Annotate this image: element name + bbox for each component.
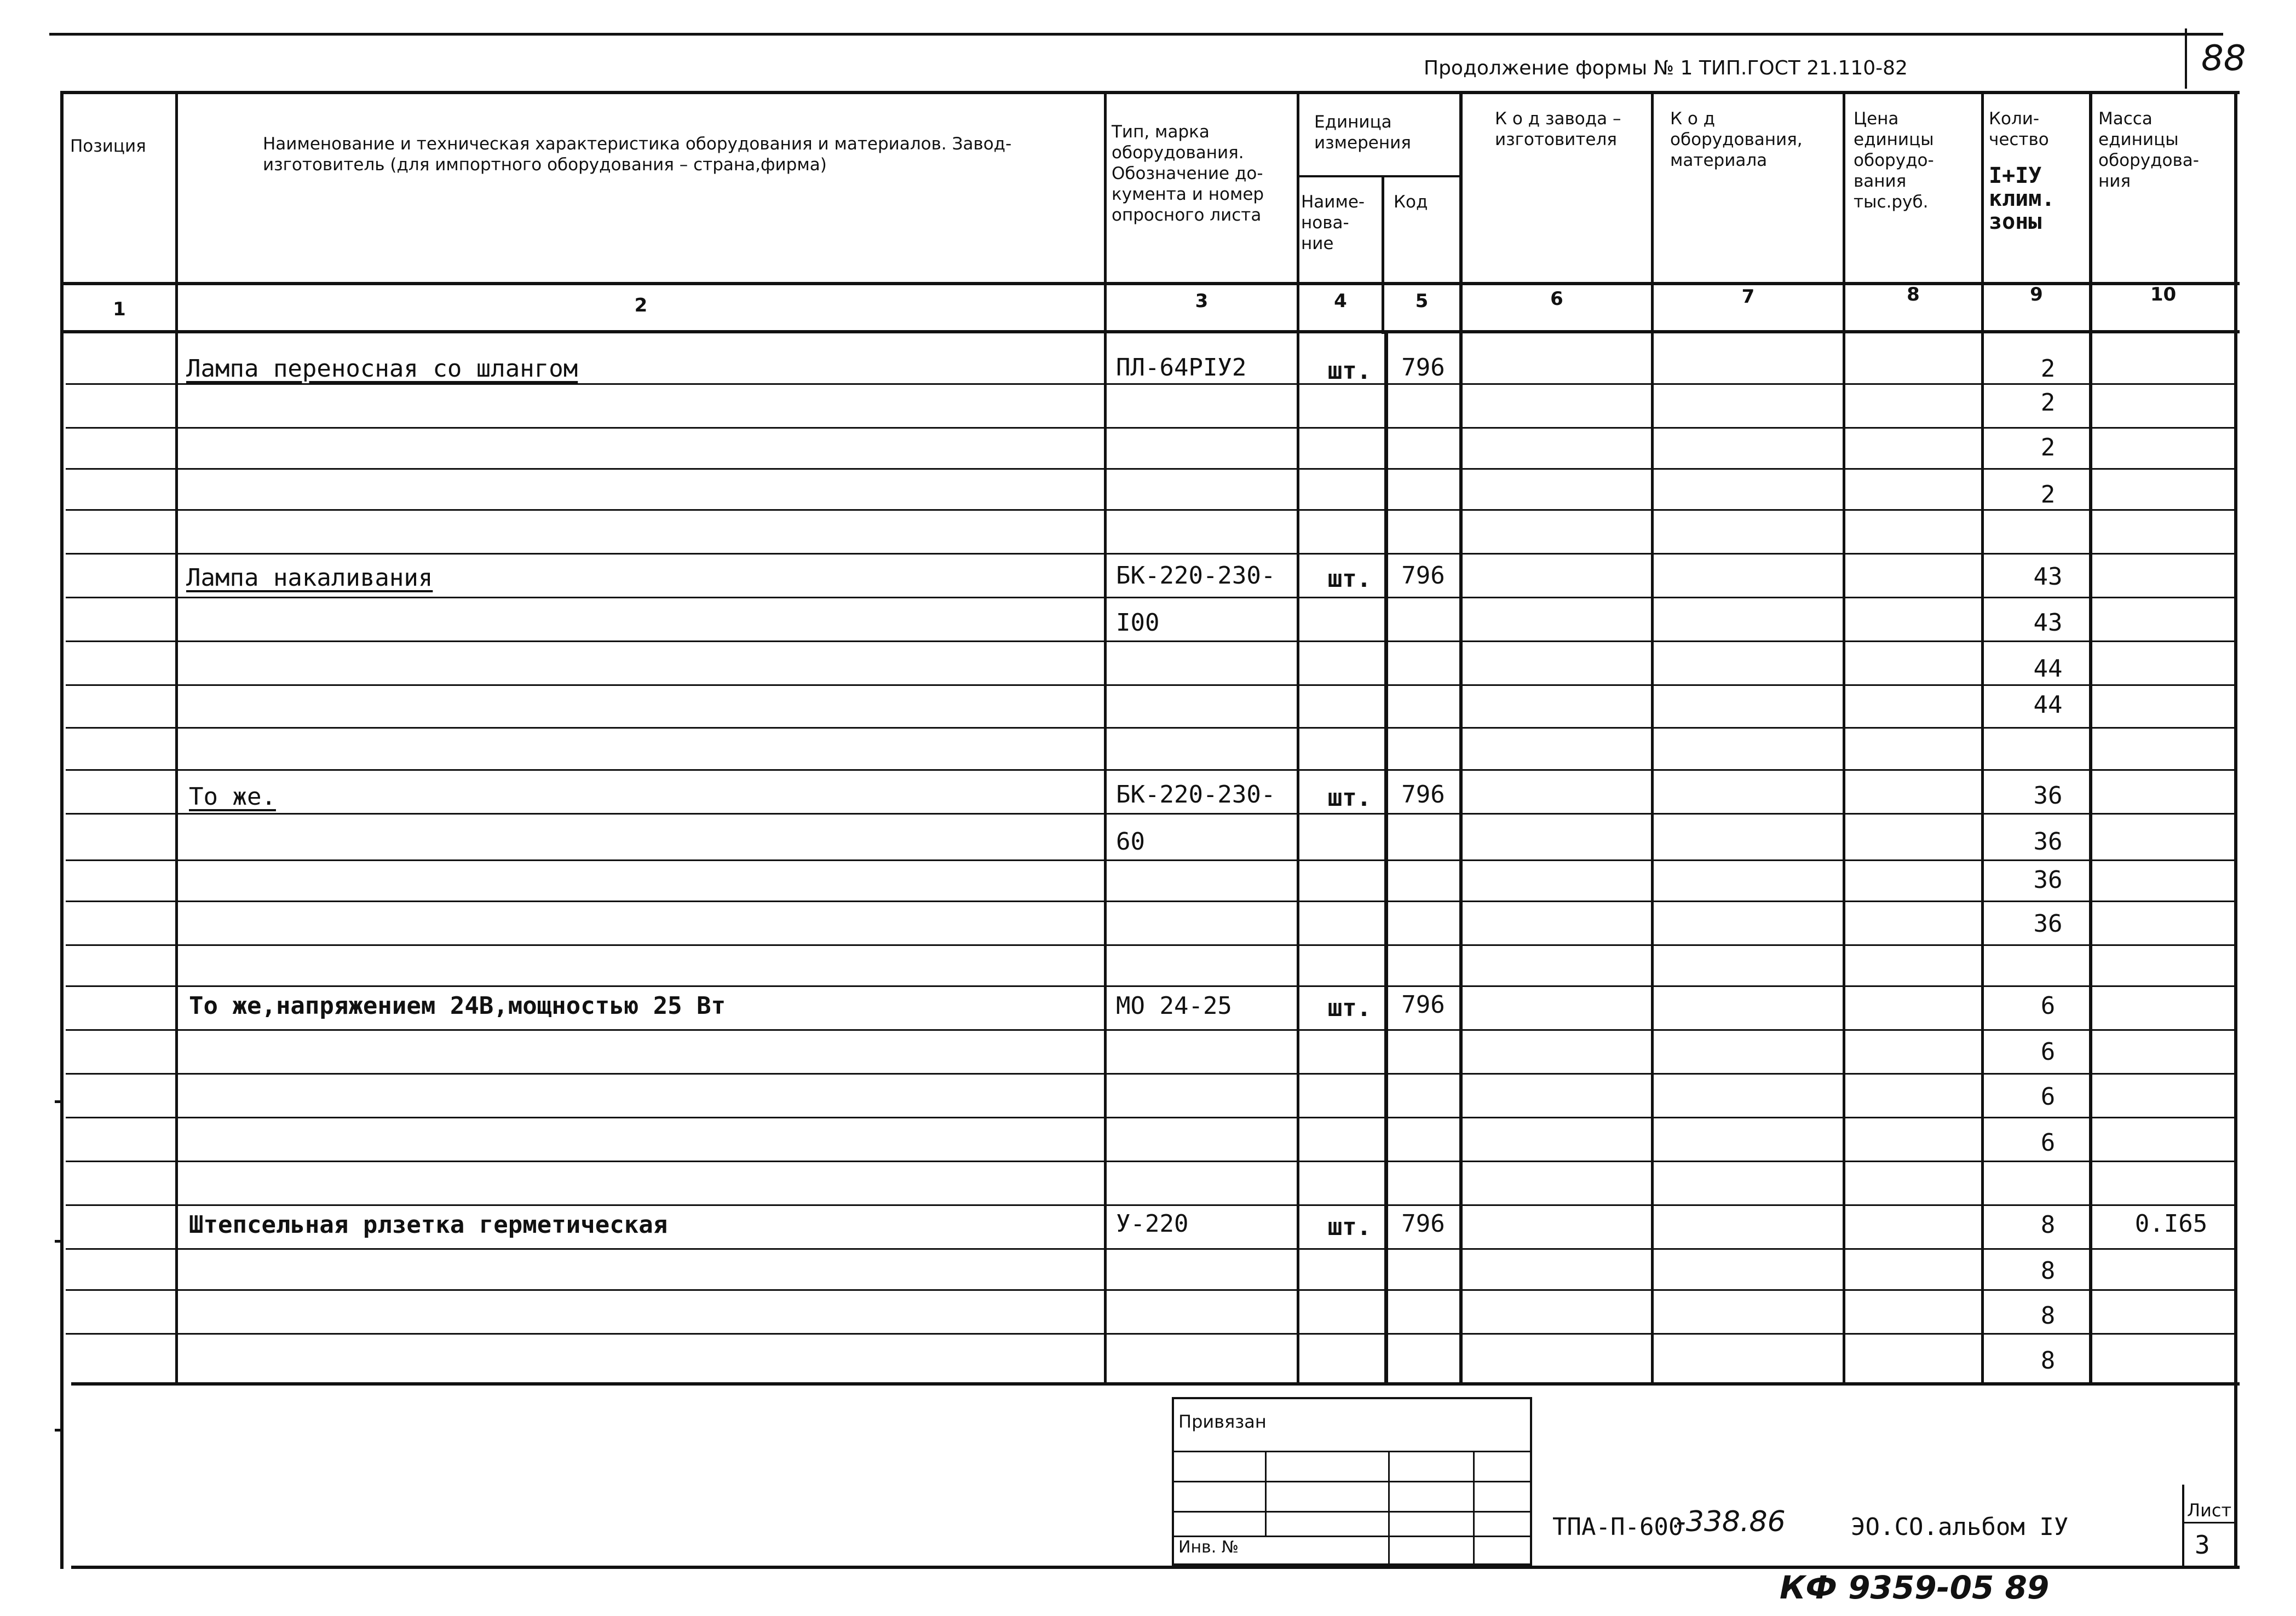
item-code: 796: [1401, 991, 1445, 1019]
sheet-label: Лист: [2187, 1500, 2232, 1521]
row-line: [66, 1204, 2237, 1206]
col-number-6: 6: [1550, 288, 1563, 310]
item-quantity: 8: [2040, 1211, 2056, 1239]
col-divider-3-4: [1297, 91, 1299, 1384]
col-number-3: 3: [1195, 290, 1209, 312]
stamp-row-line: [1172, 1511, 1530, 1513]
item-quantity: 8: [2040, 1347, 2056, 1375]
page-number: 88: [2201, 38, 2246, 79]
header-unit-code: Код: [1394, 192, 1428, 212]
item-name: То же,напряжением 24В,мощностью 25 Вт: [189, 992, 726, 1020]
row-line: [66, 684, 2237, 686]
row-line: [66, 553, 2237, 555]
item-quantity: 8: [2040, 1257, 2056, 1285]
row-line: [66, 901, 2237, 902]
row-line: [66, 859, 2237, 861]
row-line: [66, 509, 2237, 511]
item-mass: 0.I65: [2134, 1210, 2208, 1238]
table-bottom-border: [71, 1382, 2240, 1386]
item-unit: шт.: [1327, 357, 1372, 385]
header-name: Наименование и техническая характеристика оборудования и материалов. Завод-изготовитель (для импортного оборудования – страна,фирма): [263, 134, 1012, 175]
col-number-8: 8: [1907, 284, 1920, 305]
item-quantity: 2: [2040, 481, 2056, 509]
table-top-border: [60, 91, 2240, 94]
stamp-row-line: [1172, 1481, 1530, 1482]
doc-code-handwritten: -338.86: [1676, 1505, 1786, 1538]
header-price: Цена единицы оборудо- вания тыс.руб.: [1854, 109, 1934, 212]
item-name: Лампа накаливания: [186, 564, 433, 592]
header-type: Тип, марка оборудования. Обозначение до- кумента и номер опросного листа: [1112, 122, 1264, 225]
item-unit: шт.: [1327, 994, 1372, 1022]
col-number-1: 1: [113, 298, 126, 320]
item-quantity: 6: [2040, 1083, 2056, 1111]
row-line: [66, 383, 2237, 385]
stamp-col-line: [1473, 1451, 1475, 1566]
item-quantity: 6: [2040, 992, 2056, 1020]
row-line: [66, 427, 2237, 429]
item-quantity: 2: [2040, 355, 2056, 383]
doc-code-prefix: ТПА-П-600: [1552, 1513, 1683, 1541]
sheet-number: 3: [2195, 1530, 2210, 1560]
col-number-2: 2: [634, 295, 648, 316]
item-quantity: 2: [2040, 389, 2056, 417]
item-quantity: 44: [2033, 691, 2063, 719]
row-line: [66, 1073, 2237, 1075]
item-type: БК-220-230-: [1116, 562, 1276, 590]
row-line: [66, 985, 2237, 987]
row-line: [66, 640, 2237, 642]
row-line: [66, 813, 2237, 815]
item-type-continued: I00: [1116, 609, 1160, 637]
row-line: [66, 1289, 2237, 1291]
item-unit: шт.: [1327, 1213, 1372, 1241]
page-top-line: [49, 33, 2223, 36]
row-line: [66, 769, 2237, 771]
row-line: [66, 1117, 2237, 1118]
col-number-5: 5: [1415, 290, 1429, 312]
item-name: Лампа переносная со шлангом: [186, 355, 578, 383]
margin-tick: [55, 1100, 64, 1103]
row-line: [66, 468, 2237, 470]
header-unit-name: Наиме- нова- ние: [1301, 192, 1365, 253]
header-quantity-zone: I+IУ клим. зоны: [1989, 163, 2055, 234]
item-quantity: 43: [2033, 609, 2063, 637]
item-quantity: 36: [2033, 910, 2063, 938]
col-number-10: 10: [2150, 284, 2177, 305]
item-type: ПЛ-64РIУ2: [1116, 354, 1247, 382]
item-name: Штепсельная рлзетка герметическая: [189, 1211, 668, 1239]
row-line: [66, 727, 2237, 729]
row-line: [66, 1333, 2237, 1335]
item-type-continued: 60: [1116, 828, 1145, 856]
stamp-privyazan: Привязан: [1178, 1411, 1267, 1432]
form-caption: Продолжение формы № 1 ТИП.ГОСТ 21.110-82: [1424, 57, 1908, 79]
item-code: 796: [1401, 1210, 1445, 1238]
table-right-border: [2234, 91, 2237, 1569]
unit-subheader-line: [1297, 175, 1461, 177]
col-number-7: 7: [1741, 286, 1755, 308]
item-quantity: 36: [2033, 782, 2063, 810]
stamp-inv-no: Инв. №: [1178, 1538, 1239, 1557]
item-quantity: 43: [2033, 563, 2063, 591]
sheet-box-left: [2182, 1485, 2184, 1567]
header-unit-group: Единица измерения: [1314, 112, 1411, 153]
row-line: [66, 1029, 2237, 1031]
header-equipment-code: К о д оборудования, материала: [1670, 109, 1803, 170]
item-name: То же.: [189, 783, 276, 811]
item-code: 796: [1401, 562, 1445, 590]
bottom-stamp: КФ 9359-05 89: [1780, 1569, 2050, 1606]
row-line: [66, 944, 2237, 946]
item-type: У-220: [1116, 1210, 1189, 1238]
col-number-4: 4: [1334, 290, 1347, 312]
stamp-row-line: [1172, 1451, 1530, 1452]
item-code: 796: [1401, 781, 1445, 809]
row-line: [66, 597, 2237, 598]
col-divider-2-3: [1104, 91, 1107, 1384]
stamp-col-line: [1265, 1451, 1267, 1536]
item-type: МО 24-25: [1116, 992, 1232, 1020]
item-code: 796: [1401, 354, 1445, 382]
item-unit: шт.: [1327, 784, 1372, 812]
item-quantity: 36: [2033, 828, 2063, 856]
item-quantity: 44: [2033, 655, 2063, 683]
item-quantity: 8: [2040, 1302, 2056, 1330]
album-label: ЭО.СО.альбом IУ: [1851, 1513, 2069, 1541]
row-line: [66, 1248, 2237, 1250]
col-divider-5-6: [1459, 91, 1463, 1384]
column-numbers-border: [60, 330, 2240, 333]
header-quantity: Коли- чество: [1989, 109, 2049, 149]
margin-tick: [55, 1240, 64, 1243]
item-quantity: 36: [2033, 866, 2063, 894]
col-number-9: 9: [2030, 284, 2043, 305]
header-mass: Масса единицы оборудова- ния: [2098, 109, 2199, 191]
col-divider-6-7: [1651, 91, 1654, 1384]
sheet-box-divider: [2182, 1522, 2237, 1523]
item-quantity: 6: [2040, 1129, 2056, 1157]
page-number-box-edge: [2185, 28, 2187, 89]
header-position: Позиция: [70, 136, 146, 156]
margin-tick: [55, 1429, 64, 1432]
item-quantity: 2: [2040, 434, 2056, 461]
row-line: [66, 1161, 2237, 1162]
stamp-col-line: [1388, 1451, 1390, 1566]
col-divider-1-2: [175, 91, 178, 1384]
item-quantity: 6: [2040, 1038, 2056, 1066]
item-unit: шт.: [1327, 565, 1372, 593]
item-type: БК-220-230-: [1116, 781, 1276, 809]
header-factory-code: К о д завода – изготовителя: [1495, 109, 1621, 149]
